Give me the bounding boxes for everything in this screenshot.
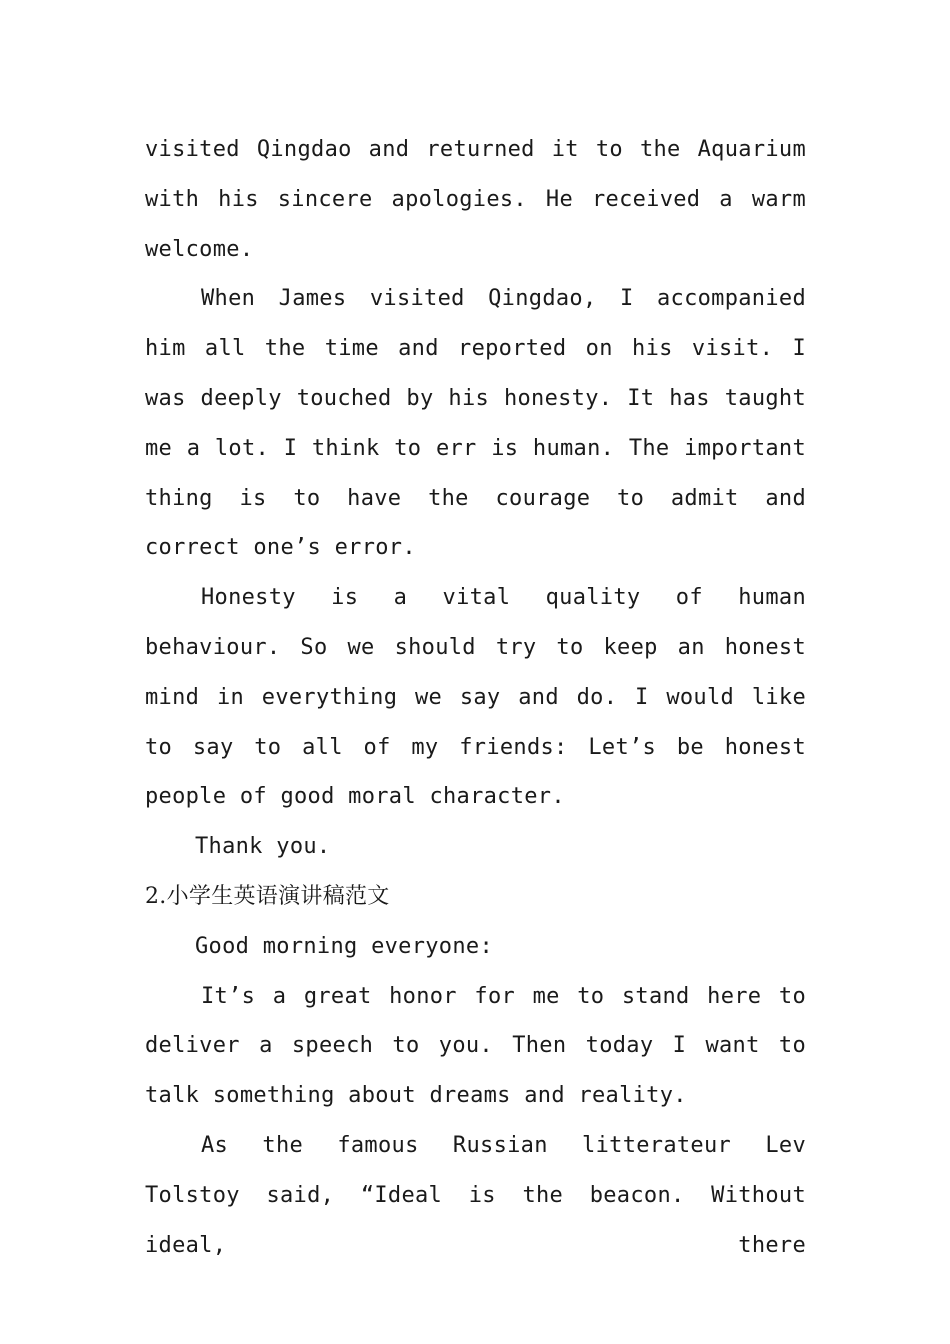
- paragraph-continuation: visited Qingdao and returned it to the Aquarium with his sincere apologies. He received a warm welcome.: [145, 137, 806, 262]
- paragraph-tolstoy: As the famous Russian litterateur Lev Tolstoy said, “Ideal is the beacon. Without ideal, there: [145, 1132, 806, 1258]
- section-heading: 2.小学生英语演讲稿范文: [145, 883, 390, 909]
- paragraph-honesty: Honesty is a vital quality of human behaviour. So we should try to keep an honest mind in everything we say and do. I would like to say to all of my friends: Let’s be honest people of good moral character.: [145, 585, 806, 810]
- paragraph-greeting: Good morning everyone:: [195, 933, 493, 959]
- paragraph-honor: It’s a great honor for me to stand here to deliver a speech to you. Then today I want to talk something about dreams and reality.: [145, 983, 806, 1109]
- paragraph-thank-you: Thank you.: [195, 834, 331, 860]
- document-body: [145, 125, 806, 1270]
- paragraph-james-visit: When James visited Qingdao, I accompanied him all the time and reported on his visit. I was deeply touched by his honesty. It has taught me a lot. I think to err is human. The important thing is to have the courage to admit and correct one’s error.: [145, 286, 806, 561]
